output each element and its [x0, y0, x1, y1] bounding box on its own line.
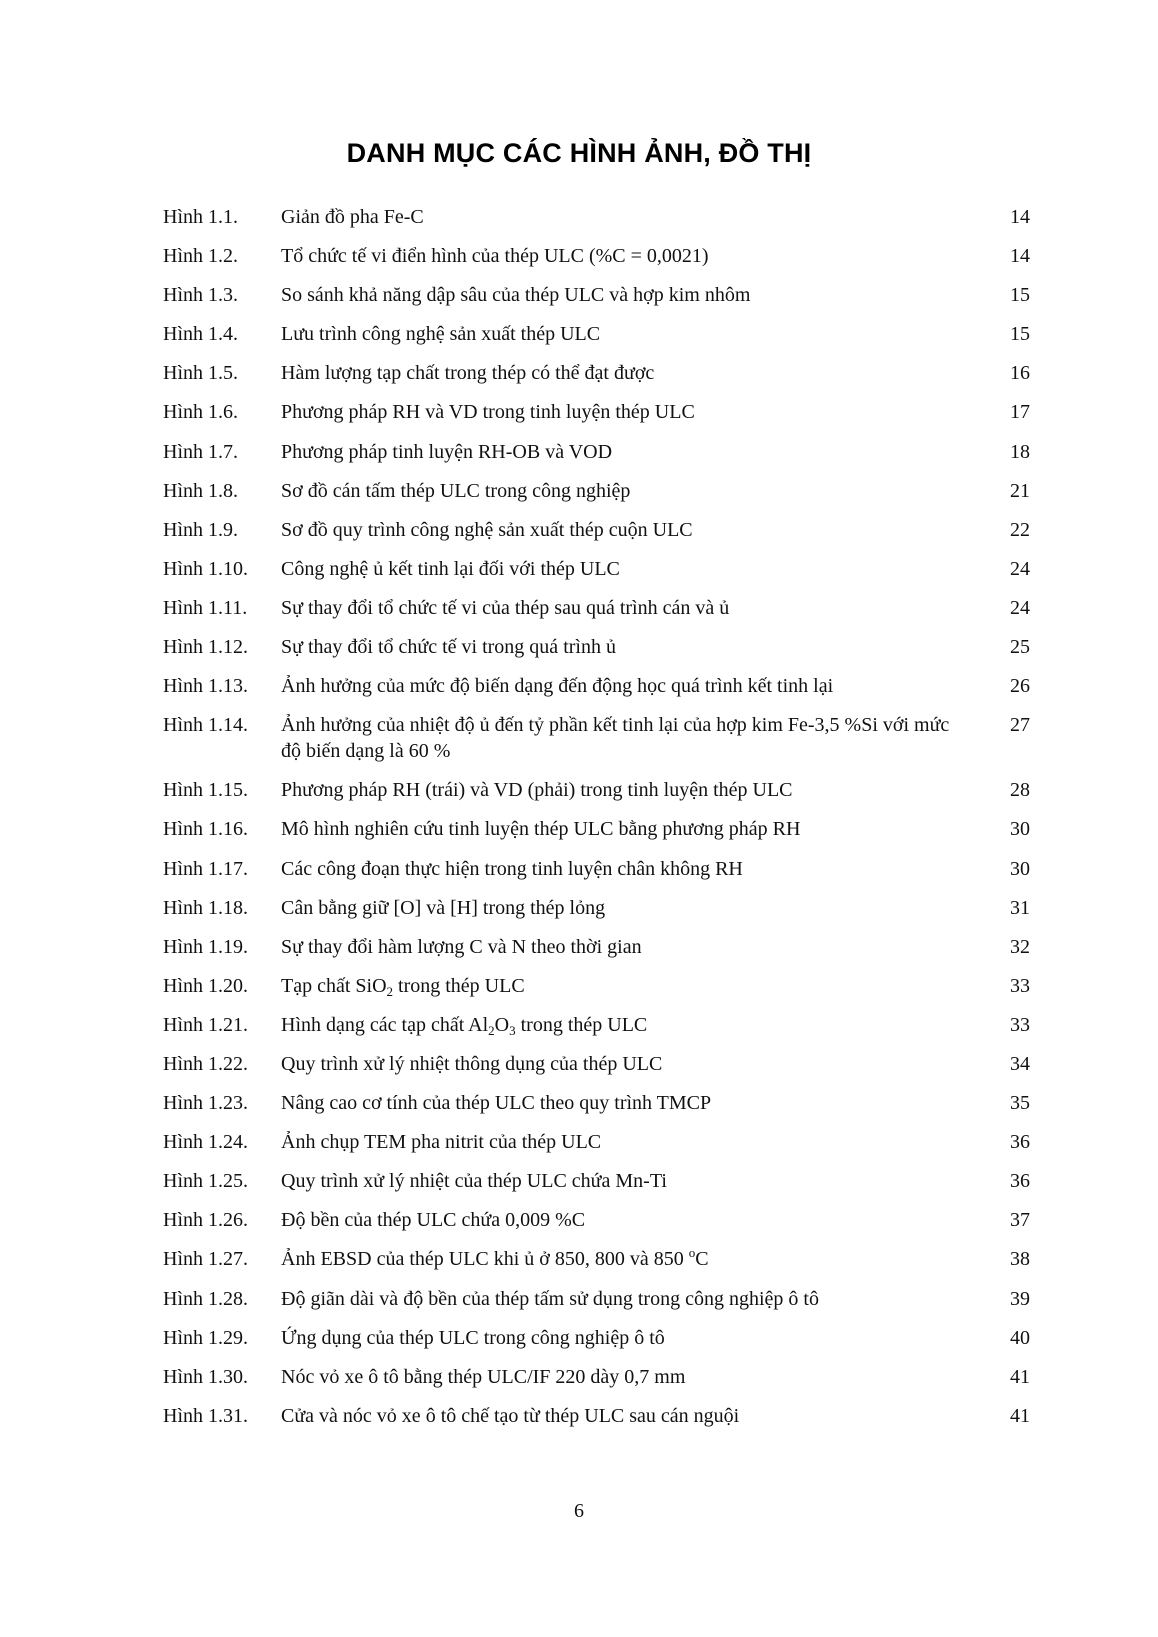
subscript: 3 — [509, 1022, 516, 1038]
figure-caption: Nâng cao cơ tính của thép ULC theo quy trình TMCP — [281, 1092, 712, 1115]
caption-part: O — [494, 1013, 510, 1036]
figure-caption: Phương pháp tinh luyện RH-OB và VOD — [281, 440, 613, 463]
figure-page: 31 — [1010, 896, 1030, 919]
figure-caption: Sự thay đổi hàm lượng C và N theo thời gian — [281, 935, 642, 958]
figure-page: 40 — [1010, 1326, 1030, 1349]
figure-caption: Cân bằng giữ [O] và [H] trong thép lỏng — [281, 896, 606, 919]
figure-page: 18 — [1010, 440, 1030, 463]
list-item — [163, 1364, 1030, 1390]
figure-caption: Ứng dụng của thép ULC trong công nghiệp ô tô — [281, 1326, 665, 1349]
figure-number: Hình 1.18. — [163, 896, 248, 919]
figure-number: Hình 1.16. — [163, 818, 248, 841]
figure-caption: Nóc vỏ xe ô tô bằng thép ULC/IF 220 dày 0,7 mm — [281, 1365, 686, 1388]
list-item — [163, 856, 1030, 882]
figure-number: Hình 1.25. — [163, 1170, 248, 1193]
figure-page: 30 — [1010, 818, 1030, 841]
caption-part: Ảnh EBSD của thép ULC khi ủ ở 850, 800 và 850 — [281, 1248, 689, 1271]
figure-caption — [281, 1012, 990, 1038]
list-item — [163, 673, 1030, 699]
list-item — [163, 439, 1030, 465]
figure-list — [163, 204, 1030, 1442]
list-item — [163, 973, 1030, 999]
figure-caption: Các công đoạn thực hiện trong tinh luyện chân không RH — [281, 857, 743, 880]
list-item — [163, 895, 1030, 921]
figure-page: 14 — [1010, 206, 1030, 228]
figure-number: Hình 1.23. — [163, 1092, 248, 1115]
figure-caption: Sự thay đổi tổ chức tế vi trong quá trình ủ — [281, 636, 616, 659]
figure-page: 35 — [1010, 1092, 1030, 1115]
figure-number: Hình 1.15. — [163, 779, 248, 802]
figure-caption: Độ giãn dài và độ bền của thép tấm sử dụng trong công nghiệp ô tô — [281, 1287, 819, 1310]
figure-page: 26 — [1010, 675, 1030, 698]
figure-page: 41 — [1010, 1365, 1030, 1388]
list-item — [163, 556, 1030, 582]
figure-caption: Hàm lượng tạp chất trong thép có thể đạt được — [281, 362, 655, 385]
list-item — [163, 1325, 1030, 1351]
figure-page: 32 — [1010, 935, 1030, 958]
figure-caption: So sánh khả năng dập sâu của thép ULC và hợp kim nhôm — [281, 284, 751, 307]
figure-page: 30 — [1010, 857, 1030, 880]
figure-page: 22 — [1010, 518, 1030, 541]
figure-page: 24 — [1010, 557, 1030, 580]
figure-page: 37 — [1010, 1209, 1030, 1232]
figure-number: Hình 1.26. — [163, 1209, 248, 1232]
list-item — [163, 1207, 1030, 1233]
figure-caption: Tổ chức tế vi điển hình của thép ULC (%C = 0,0021) — [281, 245, 709, 268]
list-item — [163, 712, 1030, 764]
figure-page: 41 — [1010, 1404, 1030, 1427]
list-item — [163, 777, 1030, 803]
list-item — [163, 1246, 1030, 1272]
figure-page: 33 — [1010, 1013, 1030, 1036]
list-item — [163, 399, 1030, 425]
caption-part: trong thép ULC — [515, 1013, 648, 1036]
subscript: 2 — [386, 983, 394, 999]
figure-page: 17 — [1010, 401, 1030, 424]
list-item — [163, 1012, 1030, 1038]
figure-caption: Quy trình xử lý nhiệt của thép ULC chứa Mn-Ti — [281, 1170, 667, 1193]
figure-caption: Lưu trình công nghệ sản xuất thép ULC — [281, 323, 601, 346]
list-item — [163, 934, 1030, 960]
list-item — [163, 1051, 1030, 1077]
figure-caption: Sự thay đổi tổ chức tế vi của thép sau quá trình cán và ủ — [281, 596, 730, 619]
list-item — [163, 243, 1030, 269]
page-number: 6 — [574, 1500, 584, 1522]
figure-number: Hình 1.21. — [163, 1013, 248, 1036]
figure-number: Hình 1.14. — [163, 714, 248, 737]
figure-caption: Giản đồ pha Fe-C — [281, 206, 424, 228]
figure-page: 36 — [1010, 1170, 1030, 1193]
figure-number: Hình 1.6. — [163, 401, 238, 424]
figure-number: Hình 1.4. — [163, 323, 238, 346]
figure-caption: Công nghệ ủ kết tinh lại đối với thép ULC — [281, 557, 620, 580]
figure-number: Hình 1.27. — [163, 1248, 248, 1271]
figure-caption: Quy trình xử lý nhiệt thông dụng của thép ULC — [281, 1052, 663, 1075]
superscript: o — [688, 1245, 696, 1261]
page-title: DANH MỤC CÁC HÌNH ẢNH, ĐỒ THỊ — [346, 138, 812, 168]
list-item — [163, 816, 1030, 842]
figure-page: 14 — [1010, 245, 1030, 268]
figure-caption: Ảnh hưởng của nhiệt độ ủ đến tỷ phần kết tinh lại của hợp kim Fe-3,5 %Si với mức độ biến dạng là 60 % — [281, 714, 950, 763]
figure-number: Hình 1.13. — [163, 675, 248, 698]
figure-page: 24 — [1010, 596, 1030, 619]
figure-caption: Sơ đồ cán tấm thép ULC trong công nghiệp — [281, 479, 631, 502]
figure-page: 21 — [1010, 479, 1030, 502]
figure-number: Hình 1.19. — [163, 935, 248, 958]
list-item — [163, 360, 1030, 386]
figure-caption: Ảnh chụp TEM pha nitrit của thép ULC — [281, 1131, 602, 1154]
figure-number: Hình 1.5. — [163, 362, 238, 385]
list-item — [163, 517, 1030, 543]
figure-number: Hình 1.31. — [163, 1404, 248, 1427]
figure-caption: Phương pháp RH (trái) và VD (phải) trong tinh luyện thép ULC — [281, 779, 793, 802]
caption-part: Tạp chất SiO — [281, 974, 387, 997]
figure-caption: Sơ đồ quy trình công nghệ sản xuất thép cuộn ULC — [281, 518, 693, 541]
list-item — [163, 321, 1030, 347]
list-item — [163, 595, 1030, 621]
list-item — [163, 478, 1030, 504]
figure-page: 15 — [1010, 284, 1030, 307]
figure-caption: Ảnh hưởng của mức độ biến dạng đến động học quá trình kết tinh lại — [281, 675, 834, 698]
list-item — [163, 1129, 1030, 1155]
figure-page: 16 — [1010, 362, 1030, 385]
list-item — [163, 634, 1030, 660]
figure-number: Hình 1.20. — [163, 974, 248, 997]
figure-number: Hình 1.12. — [163, 636, 248, 659]
figure-page: 38 — [1010, 1248, 1030, 1271]
figure-number: Hình 1.7. — [163, 440, 238, 463]
list-item — [163, 204, 1030, 230]
figure-number: Hình 1.9. — [163, 518, 238, 541]
figure-number: Hình 1.1. — [163, 206, 238, 228]
figure-number: Hình 1.30. — [163, 1365, 248, 1388]
list-item — [163, 1168, 1030, 1194]
figure-caption: Mô hình nghiên cứu tinh luyện thép ULC bằng phương pháp RH — [281, 818, 801, 841]
figure-number: Hình 1.8. — [163, 479, 238, 502]
list-item — [163, 1286, 1030, 1312]
figure-caption: Độ bền của thép ULC chứa 0,009 %C — [281, 1209, 586, 1232]
figure-number: Hình 1.22. — [163, 1052, 248, 1075]
figure-caption: Phương pháp RH và VD trong tinh luyện thép ULC — [281, 401, 695, 424]
figure-number: Hình 1.2. — [163, 245, 238, 268]
subscript: 2 — [488, 1022, 495, 1038]
figure-number: Hình 1.29. — [163, 1326, 248, 1349]
figure-caption — [281, 973, 990, 999]
figure-number: Hình 1.3. — [163, 284, 238, 307]
figure-caption — [281, 1246, 990, 1272]
figure-page: 36 — [1010, 1131, 1030, 1154]
figure-page: 39 — [1010, 1287, 1030, 1310]
figure-number: Hình 1.28. — [163, 1287, 248, 1310]
caption-part: trong thép ULC — [393, 974, 525, 997]
figure-page: 33 — [1010, 974, 1030, 997]
figure-number: Hình 1.11. — [163, 596, 248, 619]
figure-page: 34 — [1010, 1052, 1030, 1075]
figure-page: 15 — [1010, 323, 1030, 346]
list-item — [163, 1403, 1030, 1429]
figure-caption: Cửa và nóc vỏ xe ô tô chế tạo từ thép ULC sau cán nguội — [281, 1404, 740, 1427]
figure-number: Hình 1.24. — [163, 1131, 248, 1154]
figure-page: 28 — [1010, 779, 1030, 802]
figure-number: Hình 1.17. — [163, 857, 248, 880]
list-item — [163, 1090, 1030, 1116]
figure-page: 25 — [1010, 636, 1030, 659]
caption-part: C — [695, 1248, 709, 1271]
caption-part: Hình dạng các tạp chất Al — [281, 1013, 489, 1036]
list-item — [163, 282, 1030, 308]
figure-page: 27 — [1010, 714, 1030, 737]
figure-number: Hình 1.10. — [163, 557, 248, 580]
